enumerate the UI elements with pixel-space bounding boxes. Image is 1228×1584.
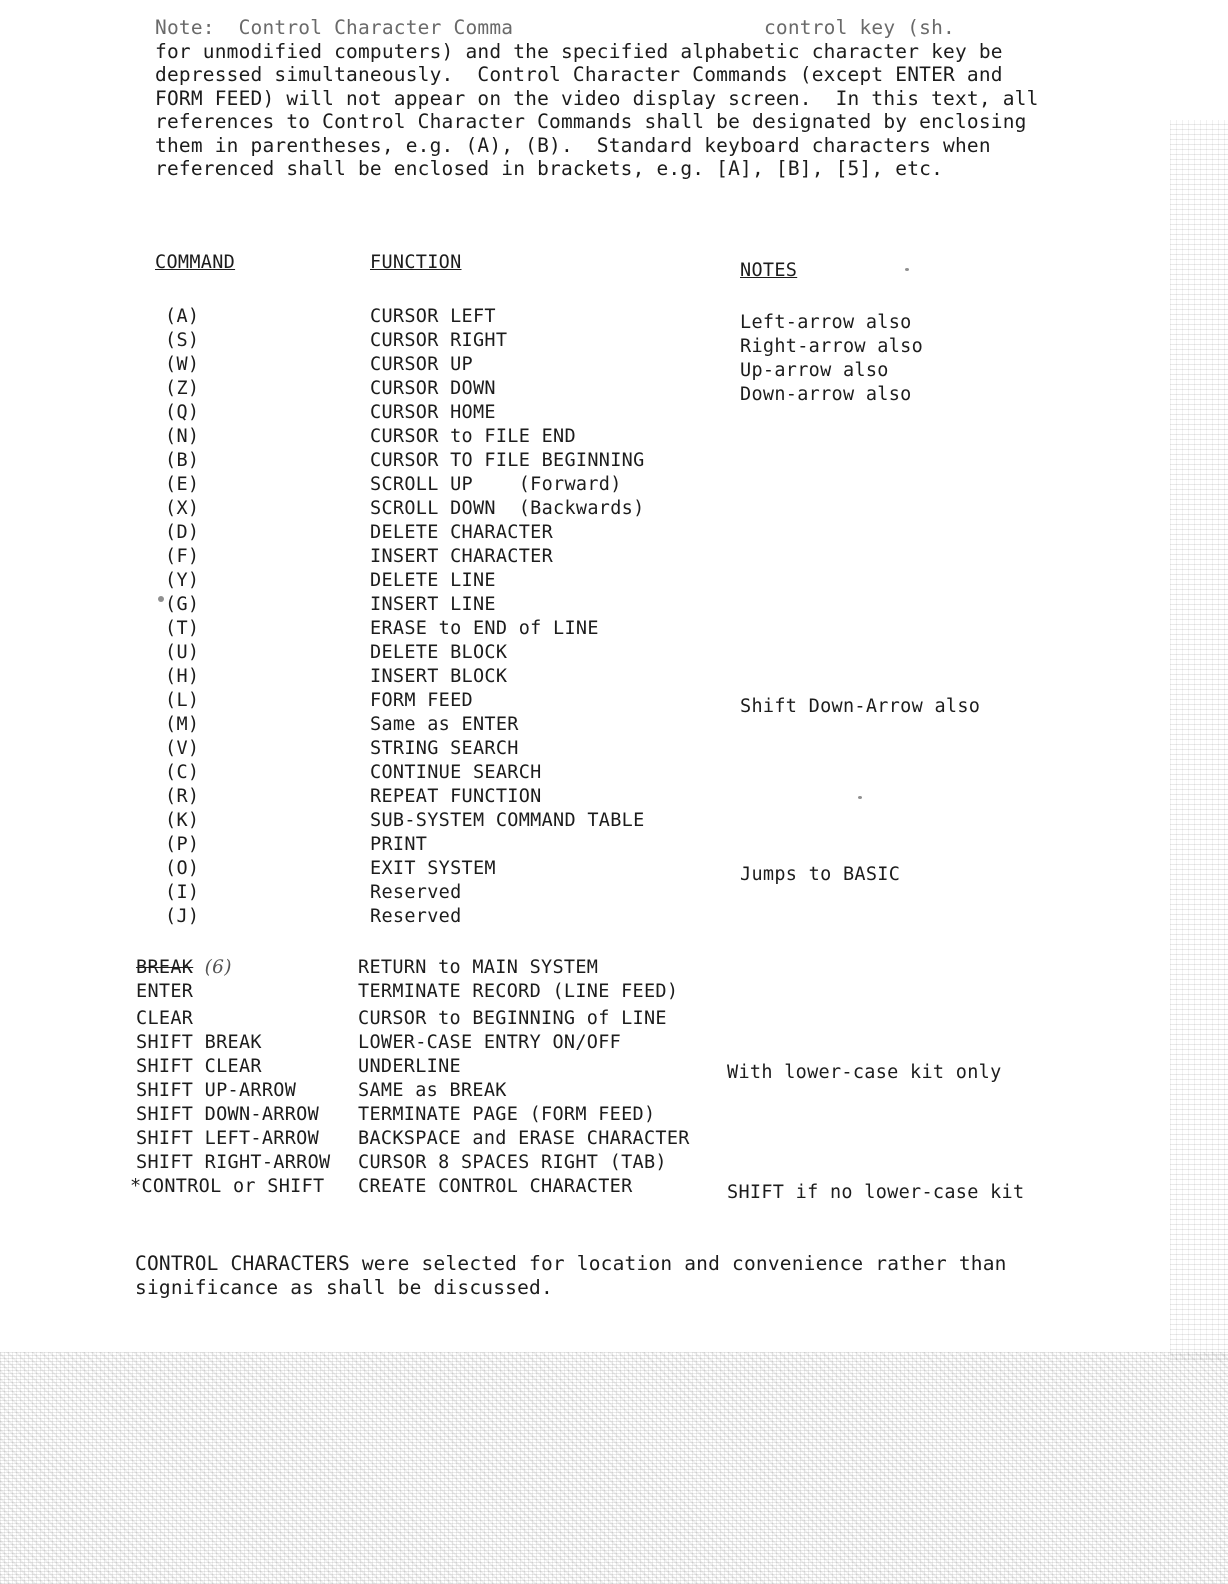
scan-noise-bottom [0,1352,1228,1584]
intro-paragraph [155,16,1075,181]
function-cell: CURSOR TO FILE BEGINNING [370,450,645,471]
table-row [0,474,1228,498]
function-cell: CURSOR LEFT [370,306,496,327]
command-cell: (B) [165,450,200,471]
column-header-function: FUNCTION [370,252,462,273]
notes-cell: Right-arrow also [740,336,924,357]
function-cell: RETURN to MAIN SYSTEM [358,957,599,978]
table-row [0,690,1228,717]
function-cell: Same as ENTER [370,714,519,735]
function-cell: CURSOR RIGHT [370,330,508,351]
command-cell: (T) [165,618,200,639]
command-cell: (O) [165,858,200,879]
function-cell: SCROLL DOWN (Backwards) [370,498,645,519]
key-cell: SHIFT LEFT-ARROW [136,1128,320,1149]
table-row [0,1056,1228,1083]
scan-speck [158,596,164,602]
scan-speck [858,796,862,799]
column-header-command: COMMAND [155,252,236,273]
command-cell: (M) [165,714,200,735]
table-row [0,1080,1228,1104]
function-cell: SUB-SYSTEM COMMAND TABLE [370,810,645,831]
function-cell: CURSOR to FILE END [370,426,576,447]
function-cell: CURSOR DOWN [370,378,496,399]
function-cell: CURSOR HOME [370,402,496,423]
table-row [0,1152,1228,1176]
key-cell: SHIFT UP-ARROW [136,1080,297,1101]
command-cell: (E) [165,474,200,495]
function-cell: INSERT LINE [370,594,496,615]
column-header-notes: NOTES [740,260,798,281]
command-cell: (A) [165,306,200,327]
key-cell: SHIFT DOWN-ARROW [136,1104,320,1125]
command-cell: (Z) [165,378,200,399]
intro-line: Note: Control Character Comma control key (sh. [155,16,955,39]
notes-cell: With lower-case kit only [727,1062,1002,1083]
command-cell: (F) [165,546,200,567]
command-cell: (D) [165,522,200,543]
function-cell: STRING SEARCH [370,738,519,759]
key-cell: CLEAR [136,1008,194,1029]
function-cell: TERMINATE RECORD (LINE FEED) [358,981,679,1002]
function-cell: CURSOR 8 SPACES RIGHT (TAB) [358,1152,667,1173]
function-cell: LOWER-CASE ENTRY ON/OFF [358,1032,622,1053]
command-cell: (J) [165,906,200,927]
intro-line: FORM FEED) will not appear on the video display screen. In this text, all [155,86,1039,110]
command-cell: (L) [165,690,200,711]
closing-line: CONTROL CHARACTERS were selected for location and convenience rather than [135,1252,1007,1275]
command-cell: (Q) [165,402,200,423]
function-cell: BACKSPACE and ERASE CHARACTER [358,1128,690,1149]
command-cell: (W) [165,354,200,375]
notes-cell: Down-arrow also [740,384,912,405]
table-row [0,1008,1228,1032]
intro-line: referenced shall be enclosed in brackets, e.g. [A], [B], [5], etc. [155,157,944,180]
function-cell: Reserved [370,906,462,927]
command-cell: (I) [165,882,200,903]
table-row [0,426,1228,450]
table-row [0,981,1228,1005]
table-row [0,450,1228,474]
command-cell: (V) [165,738,200,759]
table-row [0,714,1228,738]
command-cell: (N) [165,426,200,447]
table-row [0,618,1228,642]
intro-line: for unmodified computers) and the specified alphabetic character key be [155,39,1003,63]
table-row [0,786,1228,810]
function-cell: TERMINATE PAGE (FORM FEED) [358,1104,656,1125]
table-row [0,354,1228,381]
key-cell: ENTER [136,981,194,1002]
key-cell: SHIFT RIGHT-ARROW [136,1152,331,1173]
table-row [0,906,1228,930]
command-cell: (C) [165,762,200,783]
function-cell: UNDERLINE [358,1056,461,1077]
command-cell: (R) [165,786,200,807]
command-cell: (H) [165,666,200,687]
table-row [0,666,1228,690]
command-cell: (G) [165,594,200,615]
table-row [0,330,1228,357]
function-cell: INSERT CHARACTER [370,546,554,567]
function-cell: REPEAT FUNCTION [370,786,542,807]
command-cell: (X) [165,498,200,519]
table-row [0,1032,1228,1056]
table-row [0,1176,1228,1203]
table-row [0,738,1228,762]
function-cell: DELETE BLOCK [370,642,508,663]
function-cell: ERASE to END of LINE [370,618,599,639]
notes-cell: Shift Down-Arrow also [740,696,981,717]
table-row [0,306,1228,333]
intro-line: depressed simultaneously. Control Character Commands (except ENTER and [155,63,1003,86]
function-cell: PRINT [370,834,428,855]
table-row [0,378,1228,405]
intro-line: references to Control Character Commands shall be designated by enclosing [155,110,1027,133]
function-cell: Reserved [370,882,462,903]
table-row [0,546,1228,570]
function-cell: DELETE CHARACTER [370,522,554,543]
function-cell: CREATE CONTROL CHARACTER [358,1176,633,1197]
table-row [0,1128,1228,1152]
command-cell: (S) [165,330,200,351]
notes-cell: Up-arrow also [740,360,889,381]
scan-speck [905,268,909,271]
notes-cell: Jumps to BASIC [740,864,901,885]
function-cell: CONTINUE SEARCH [370,762,542,783]
handwritten-note: (6) [204,957,232,978]
notes-cell: SHIFT if no lower-case kit [727,1182,1025,1203]
function-cell: SAME as BREAK [358,1080,507,1101]
function-cell: CURSOR UP [370,354,473,375]
table-row [0,858,1228,885]
table-row [0,1104,1228,1128]
function-cell: CURSOR to BEGINNING of LINE [358,1008,667,1029]
function-cell: FORM FEED [370,690,473,711]
table-row [0,594,1228,618]
key-cell: SHIFT CLEAR [136,1056,262,1077]
table-row [0,810,1228,834]
table-row [0,882,1228,906]
closing-paragraph [135,1252,1075,1299]
table-row [0,834,1228,858]
table-row [0,762,1228,786]
table-row [0,642,1228,666]
table-row [0,957,1228,981]
function-cell: DELETE LINE [370,570,496,591]
scan-noise-right [1170,120,1228,1360]
table-row [0,522,1228,546]
function-cell: EXIT SYSTEM [370,858,496,879]
key-cell: SHIFT BREAK [136,1032,262,1053]
key-cell: *CONTROL or SHIFT [130,1176,325,1197]
function-cell: INSERT BLOCK [370,666,508,687]
table-row [0,498,1228,522]
function-cell: SCROLL UP (Forward) [370,474,622,495]
table-row [0,570,1228,594]
key-cell [136,957,232,978]
key-label: BREAK [136,957,194,978]
intro-line: them in parentheses, e.g. (A), (B). Standard keyboard characters when [155,133,991,157]
table-row [0,402,1228,426]
command-cell: (P) [165,834,200,855]
command-cell: (K) [165,810,200,831]
command-cell: (U) [165,642,200,663]
notes-cell: Left-arrow also [740,312,912,333]
command-cell: (Y) [165,570,200,591]
closing-line: significance as shall be discussed. [135,1275,553,1299]
